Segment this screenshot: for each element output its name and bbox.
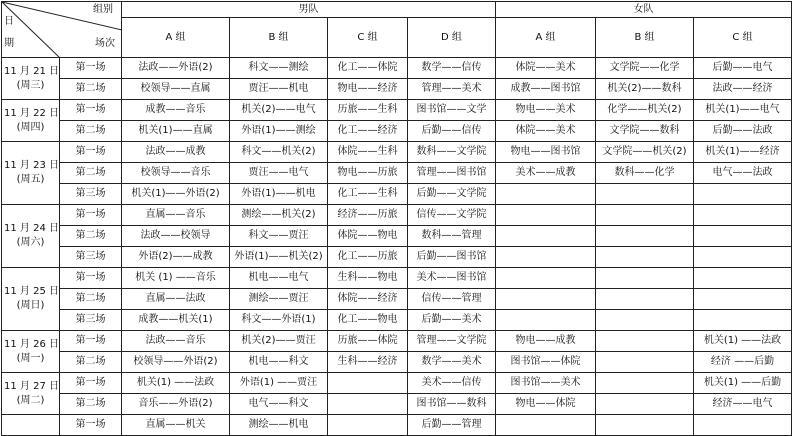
weekday-text: (周六) — [16, 237, 45, 248]
weekday-text: (周五) — [16, 174, 45, 185]
match-cell: 机关(1)——经济 — [694, 142, 792, 163]
match-cell: 校领导——直属 — [122, 79, 230, 100]
match-cell: 机关(1)——电气 — [694, 100, 792, 121]
match-cell: 数学——信传 — [408, 58, 496, 79]
match-cell: 数学——美术 — [408, 352, 496, 373]
match-cell: 成教——音乐 — [122, 100, 230, 121]
date-text: 11 月 25 日 — [4, 286, 59, 297]
match-cell: 成教——机关(1) — [122, 310, 230, 331]
team-women-header: 女队 — [496, 2, 792, 18]
match-cell: 科文——测绘 — [230, 58, 328, 79]
session-label: 第一场 — [60, 415, 122, 436]
table-row — [2, 205, 792, 226]
match-cell — [694, 205, 792, 226]
match-cell: 体院——经济 — [328, 289, 408, 310]
match-cell — [596, 331, 694, 352]
match-cell: 外语(1)——机电 — [230, 184, 328, 205]
match-cell — [694, 415, 792, 436]
match-cell: 音乐——外语(2) — [122, 394, 230, 415]
match-cell: 文学院——机关(2) — [596, 142, 694, 163]
corner-label-session: 场次 — [95, 38, 115, 49]
session-label: 第二场 — [60, 289, 122, 310]
group-header-men-a: A 组 — [122, 18, 230, 58]
session-label: 第一场 — [60, 331, 122, 352]
table-row — [2, 100, 792, 121]
table-row — [2, 352, 792, 373]
session-label: 第一场 — [60, 58, 122, 79]
match-cell — [596, 373, 694, 394]
match-cell — [496, 226, 596, 247]
match-cell: 测绘——贾汪 — [230, 289, 328, 310]
date-cell — [2, 142, 60, 205]
match-cell: 外语(1)——测绘 — [230, 121, 328, 142]
corner-label-group: 组别 — [93, 4, 113, 15]
match-cell — [596, 247, 694, 268]
date-cell — [2, 268, 60, 331]
match-cell — [496, 205, 596, 226]
match-cell — [694, 310, 792, 331]
session-label: 第三场 — [60, 310, 122, 331]
date-text: 11 月 22 日 — [4, 107, 59, 119]
match-cell: 体院——物电 — [328, 226, 408, 247]
match-cell: 科文——贾汪 — [230, 226, 328, 247]
match-cell: 机关(1)——直属 — [122, 121, 230, 142]
match-cell: 外语(1)——机关(2) — [230, 247, 328, 268]
date-cell — [2, 205, 60, 268]
session-label: 第一场 — [60, 100, 122, 121]
match-cell — [496, 247, 596, 268]
date-cell — [2, 331, 60, 373]
match-cell: 贾汪——机电 — [230, 79, 328, 100]
match-cell — [596, 352, 694, 373]
group-header-women-b: B 组 — [596, 18, 694, 58]
match-cell — [694, 247, 792, 268]
match-cell: 后勤——信传 — [408, 121, 496, 142]
match-cell: 经济——历旅 — [328, 205, 408, 226]
match-cell: 法政——成教 — [122, 142, 230, 163]
match-cell: 物电——图书馆 — [496, 142, 596, 163]
match-cell: 校领导——外语(2) — [122, 352, 230, 373]
session-label: 第一场 — [60, 142, 122, 163]
table-row — [2, 79, 792, 100]
match-cell: 科文——外语(1) — [230, 310, 328, 331]
match-cell: 后勤——图书馆 — [408, 247, 496, 268]
match-cell: 法政——经济 — [694, 79, 792, 100]
match-cell: 历旅——体院 — [328, 331, 408, 352]
match-cell: 美术——图书馆 — [408, 268, 496, 289]
session-label: 第二场 — [60, 163, 122, 184]
date-text: 11 月 24 日 — [4, 223, 59, 234]
match-cell: 图书馆——美术 — [496, 373, 596, 394]
weekday-text: (周日) — [16, 300, 45, 311]
match-cell: 机关(1) ——后勤 — [694, 373, 792, 394]
match-cell: 管理——图书馆 — [408, 163, 496, 184]
weekday-text: (周三) — [16, 79, 45, 91]
date-text: 11 月 26 日 — [4, 338, 59, 350]
match-cell: 体院——美术 — [496, 58, 596, 79]
session-label: 第三场 — [60, 184, 122, 205]
match-cell: 机电——电气 — [230, 268, 328, 289]
match-cell: 数科——文学院 — [408, 142, 496, 163]
match-cell: 化工——物电 — [328, 310, 408, 331]
match-cell — [694, 268, 792, 289]
date-cell — [2, 373, 60, 415]
table-row — [2, 268, 792, 289]
match-cell: 校领导——音乐 — [122, 163, 230, 184]
table-row — [2, 226, 792, 247]
match-cell: 经济——电气 — [694, 394, 792, 415]
corner-header-cell — [2, 2, 122, 58]
table-row — [2, 394, 792, 415]
match-cell: 直属——音乐 — [122, 205, 230, 226]
match-cell: 图书馆——数科 — [408, 394, 496, 415]
match-cell — [596, 310, 694, 331]
match-cell: 测绘——机电 — [230, 415, 328, 436]
table-row — [2, 373, 792, 394]
match-cell — [694, 184, 792, 205]
match-cell: 数科——化学 — [596, 163, 694, 184]
table-row — [2, 289, 792, 310]
match-cell: 物电——历旅 — [328, 163, 408, 184]
match-cell: 图书馆——体院 — [496, 352, 596, 373]
session-label: 第一场 — [60, 205, 122, 226]
group-header-men-c: C 组 — [328, 18, 408, 58]
date-cell — [2, 415, 60, 436]
session-label: 第一场 — [60, 373, 122, 394]
group-header-men-b: B 组 — [230, 18, 328, 58]
match-cell: 信传——管理 — [408, 289, 496, 310]
match-cell — [328, 415, 408, 436]
match-cell: 后勤——法政 — [694, 121, 792, 142]
session-label: 第二场 — [60, 79, 122, 100]
match-cell: 机关(1) ——法政 — [694, 331, 792, 352]
match-cell — [496, 184, 596, 205]
table-row — [2, 415, 792, 436]
table-row — [2, 331, 792, 352]
table-row — [2, 58, 792, 79]
match-cell: 法政——校领导 — [122, 226, 230, 247]
match-cell: 测绘——机关(2) — [230, 205, 328, 226]
match-cell: 文学院——化学 — [596, 58, 694, 79]
match-cell: 成教——图书馆 — [496, 79, 596, 100]
match-cell: 化工——体院 — [328, 58, 408, 79]
match-cell: 机关(1)——外语(2) — [122, 184, 230, 205]
match-cell: 管理——文学院 — [408, 331, 496, 352]
date-text: 11 月 27 日 — [4, 380, 59, 392]
match-cell — [596, 394, 694, 415]
match-cell — [496, 415, 596, 436]
header-row-teams — [2, 2, 792, 18]
session-label: 第二场 — [60, 352, 122, 373]
match-cell: 经济 ——后勤 — [694, 352, 792, 373]
match-cell — [596, 415, 694, 436]
match-cell: 直属——法政 — [122, 289, 230, 310]
match-cell: 历旅——生科 — [328, 100, 408, 121]
weekday-text: (周一) — [16, 352, 45, 364]
table-row — [2, 163, 792, 184]
match-cell: 物电——美术 — [496, 100, 596, 121]
session-label: 第一场 — [60, 268, 122, 289]
group-header-women-a: A 组 — [496, 18, 596, 58]
match-cell: 电气——法政 — [694, 163, 792, 184]
match-cell: 美术——信传 — [408, 373, 496, 394]
match-cell: 美术——成教 — [496, 163, 596, 184]
match-cell: 生科——物电 — [328, 268, 408, 289]
weekday-text: (周四) — [16, 121, 45, 133]
group-header-women-c: C 组 — [694, 18, 792, 58]
match-cell: 化工——经济 — [328, 121, 408, 142]
match-cell — [496, 289, 596, 310]
weekday-text: (周二) — [16, 394, 45, 406]
match-cell: 贾汪——电气 — [230, 163, 328, 184]
match-cell: 信传——文学院 — [408, 205, 496, 226]
match-cell: 直属——机关 — [122, 415, 230, 436]
match-cell: 法政——音乐 — [122, 331, 230, 352]
table-row — [2, 310, 792, 331]
match-cell: 生科——经济 — [328, 352, 408, 373]
match-cell: 物电——成教 — [496, 331, 596, 352]
team-men-header: 男队 — [122, 2, 496, 18]
match-cell: 体院——生科 — [328, 142, 408, 163]
table-row — [2, 247, 792, 268]
schedule-table — [1, 1, 792, 436]
table-row — [2, 184, 792, 205]
match-cell: 文学院——数科 — [596, 121, 694, 142]
match-cell — [328, 373, 408, 394]
date-cell — [2, 100, 60, 142]
match-cell: 化工——生科 — [328, 184, 408, 205]
match-cell — [496, 310, 596, 331]
match-cell — [694, 289, 792, 310]
corner-label-date-2: 期 — [4, 38, 14, 49]
match-cell — [596, 184, 694, 205]
match-cell — [596, 289, 694, 310]
table-row — [2, 121, 792, 142]
match-cell — [596, 226, 694, 247]
match-cell: 物电——经济 — [328, 79, 408, 100]
date-text: 11 月 21 日 — [4, 65, 59, 77]
match-cell — [496, 268, 596, 289]
match-cell: 机关 (1) ——音乐 — [122, 268, 230, 289]
match-cell: 化工——历旅 — [328, 247, 408, 268]
match-cell: 机关(1) ——法政 — [122, 373, 230, 394]
match-cell: 法政——外语(2) — [122, 58, 230, 79]
match-cell: 机关(2)——数科 — [596, 79, 694, 100]
match-cell — [596, 205, 694, 226]
match-cell: 外语(1) ——贾汪 — [230, 373, 328, 394]
match-cell: 机关(2)——贾汪 — [230, 331, 328, 352]
match-cell: 外语(2)——成教 — [122, 247, 230, 268]
match-cell: 机关(2)——电气 — [230, 100, 328, 121]
match-cell: 数科——管理 — [408, 226, 496, 247]
match-cell: 图书馆——文学 — [408, 100, 496, 121]
match-cell: 后勤——文学院 — [408, 184, 496, 205]
match-cell: 化学——机关(2) — [596, 100, 694, 121]
match-cell — [694, 226, 792, 247]
match-cell: 物电——体院 — [496, 394, 596, 415]
session-label: 第二场 — [60, 226, 122, 247]
match-cell: 机电——科文 — [230, 352, 328, 373]
session-label: 第二场 — [60, 394, 122, 415]
match-cell: 科文——机关(2) — [230, 142, 328, 163]
group-header-men-d: D 组 — [408, 18, 496, 58]
date-text: 11 月 23 日 — [4, 160, 59, 171]
match-cell — [328, 394, 408, 415]
match-cell: 管理——美术 — [408, 79, 496, 100]
match-cell: 电气——科文 — [230, 394, 328, 415]
session-label: 第三场 — [60, 247, 122, 268]
match-cell: 后勤——美术 — [408, 310, 496, 331]
match-cell: 后勤——电气 — [694, 58, 792, 79]
match-cell: 体院——美术 — [496, 121, 596, 142]
match-cell — [596, 268, 694, 289]
table-row — [2, 142, 792, 163]
match-cell: 后勤——管理 — [408, 415, 496, 436]
date-cell — [2, 58, 60, 100]
session-label: 第二场 — [60, 121, 122, 142]
corner-label-date-1: 日 — [4, 16, 14, 27]
